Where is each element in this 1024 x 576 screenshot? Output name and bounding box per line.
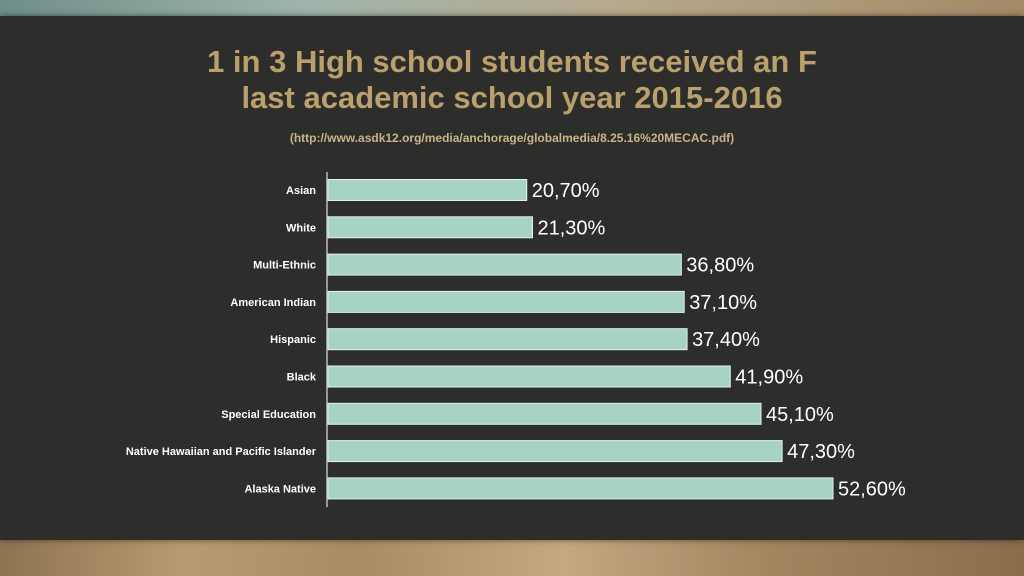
value-label: 45,10% (765, 403, 834, 426)
chart-title-line-2: last academic school year 2015-2016 (241, 80, 783, 115)
bar (328, 403, 761, 424)
chart-source-url: (http://www.asdk12.org/media/anchorage/globalmedia/8.25.16%20MECAC.pdf) (289, 131, 735, 145)
bar (328, 441, 782, 462)
category-label: Black (286, 371, 316, 384)
category-label: Hispanic (270, 334, 316, 347)
bar (328, 217, 532, 238)
bar (328, 366, 730, 387)
chart-title-line-1: 1 in 3 High school students received an F (207, 44, 817, 79)
value-label: 36,80% (686, 254, 755, 277)
value-label: 20,70% (531, 180, 600, 202)
category-label: Asian (286, 185, 316, 197)
category-label: White (286, 222, 316, 235)
category-label: Multi-Ethnic (253, 259, 316, 272)
value-label: 52,60% (838, 478, 906, 501)
bar (328, 180, 527, 201)
value-label: 47,30% (787, 441, 855, 464)
bar (328, 478, 833, 499)
bar (328, 329, 687, 350)
value-label: 37,10% (689, 291, 758, 314)
value-label: 21,30% (537, 217, 606, 240)
category-label: Special Education (221, 408, 316, 421)
category-label: American Indian (230, 296, 316, 309)
category-label: Native Hawaiian and Pacific Islander (125, 446, 316, 459)
bar (328, 254, 681, 275)
value-label: 41,90% (735, 366, 804, 389)
bar (328, 291, 684, 312)
value-label: 37,40% (692, 329, 760, 352)
category-label: Alaska Native (244, 483, 316, 496)
